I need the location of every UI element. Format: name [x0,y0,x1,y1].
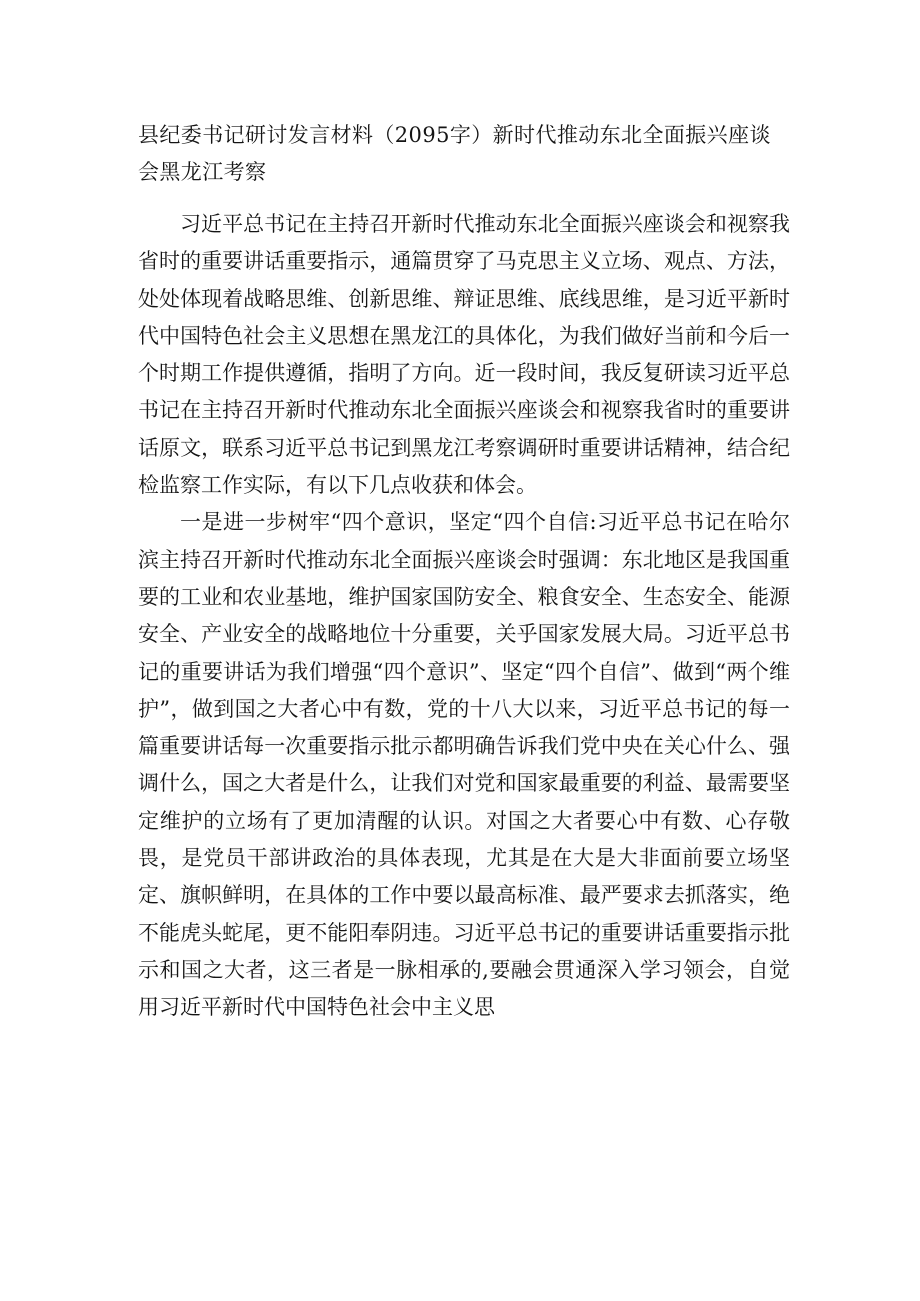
body-paragraph-2: 一是进一步树牢“四个意识，坚定“四个自信:习近平总书记在哈尔滨主持召开新时代推动东北全面振兴座谈会时强调：东北地区是我国重要的工业和农业基地，维护国家国防安全、粮食安全、生态安全、能源安全、产业安全的战略地位十分重要，关乎国家发展大局。习近平总书记的重要讲话为我们增强“四个意识”、坚定“四个自信”、做到“两个维护”，做到国之大者心中有数，党的十八大以来，习近平总书记的每一篇重要讲话每一次重要指示批示都明确告诉我们党中央在关心什么、强调什么，国之大者是什么，让我们对党和国家最重要的利益、最需要坚定维护的立场有了更加清醒的认识。对国之大者要心中有数、心存敬畏，是党员干部讲政治的具体表现，尤其是在大是大非面前要立场坚定、旗帜鲜明，在具体的工作中要以最高标准、最严要求去抓落实，绝不能虎头蛇尾，更不能阳奉阴违。习近平总书记的重要讲话重要指示批示和国之大者，这三者是一脉相承的,要融会贯通深入学习领会，自觉用习近平新时代中国特色社会中主义思 [138,510,790,1020]
document-page [138,117,790,1027]
document-title: 县纪委书记研讨发言材料（2095字）新时代推动东北全面振兴座谈会黑龙江考察 [138,123,771,184]
body-paragraph-1: 习近平总书记在主持召开新时代推动东北全面振兴座谈会和视察我省时的重要讲话重要指示，通篇贯穿了马克思主义立场、观点、方法，处处体现着战略思维、创新思维、辩证思维、底线思维，是习近平新时代中国特色社会主义思想在黑龙江的具体化，为我们做好当前和今后一个时期工作提供遵循，指明了方向。近一段时间，我反复研读习近平总书记在主持召开新时代推动东北全面振兴座谈会和视察我省时的重要讲话原文，联系习近平总书记到黑龙江考察调研时重要讲话精神，结合纪检监察工作实际，有以下几点收获和体会。 [138,212,790,498]
